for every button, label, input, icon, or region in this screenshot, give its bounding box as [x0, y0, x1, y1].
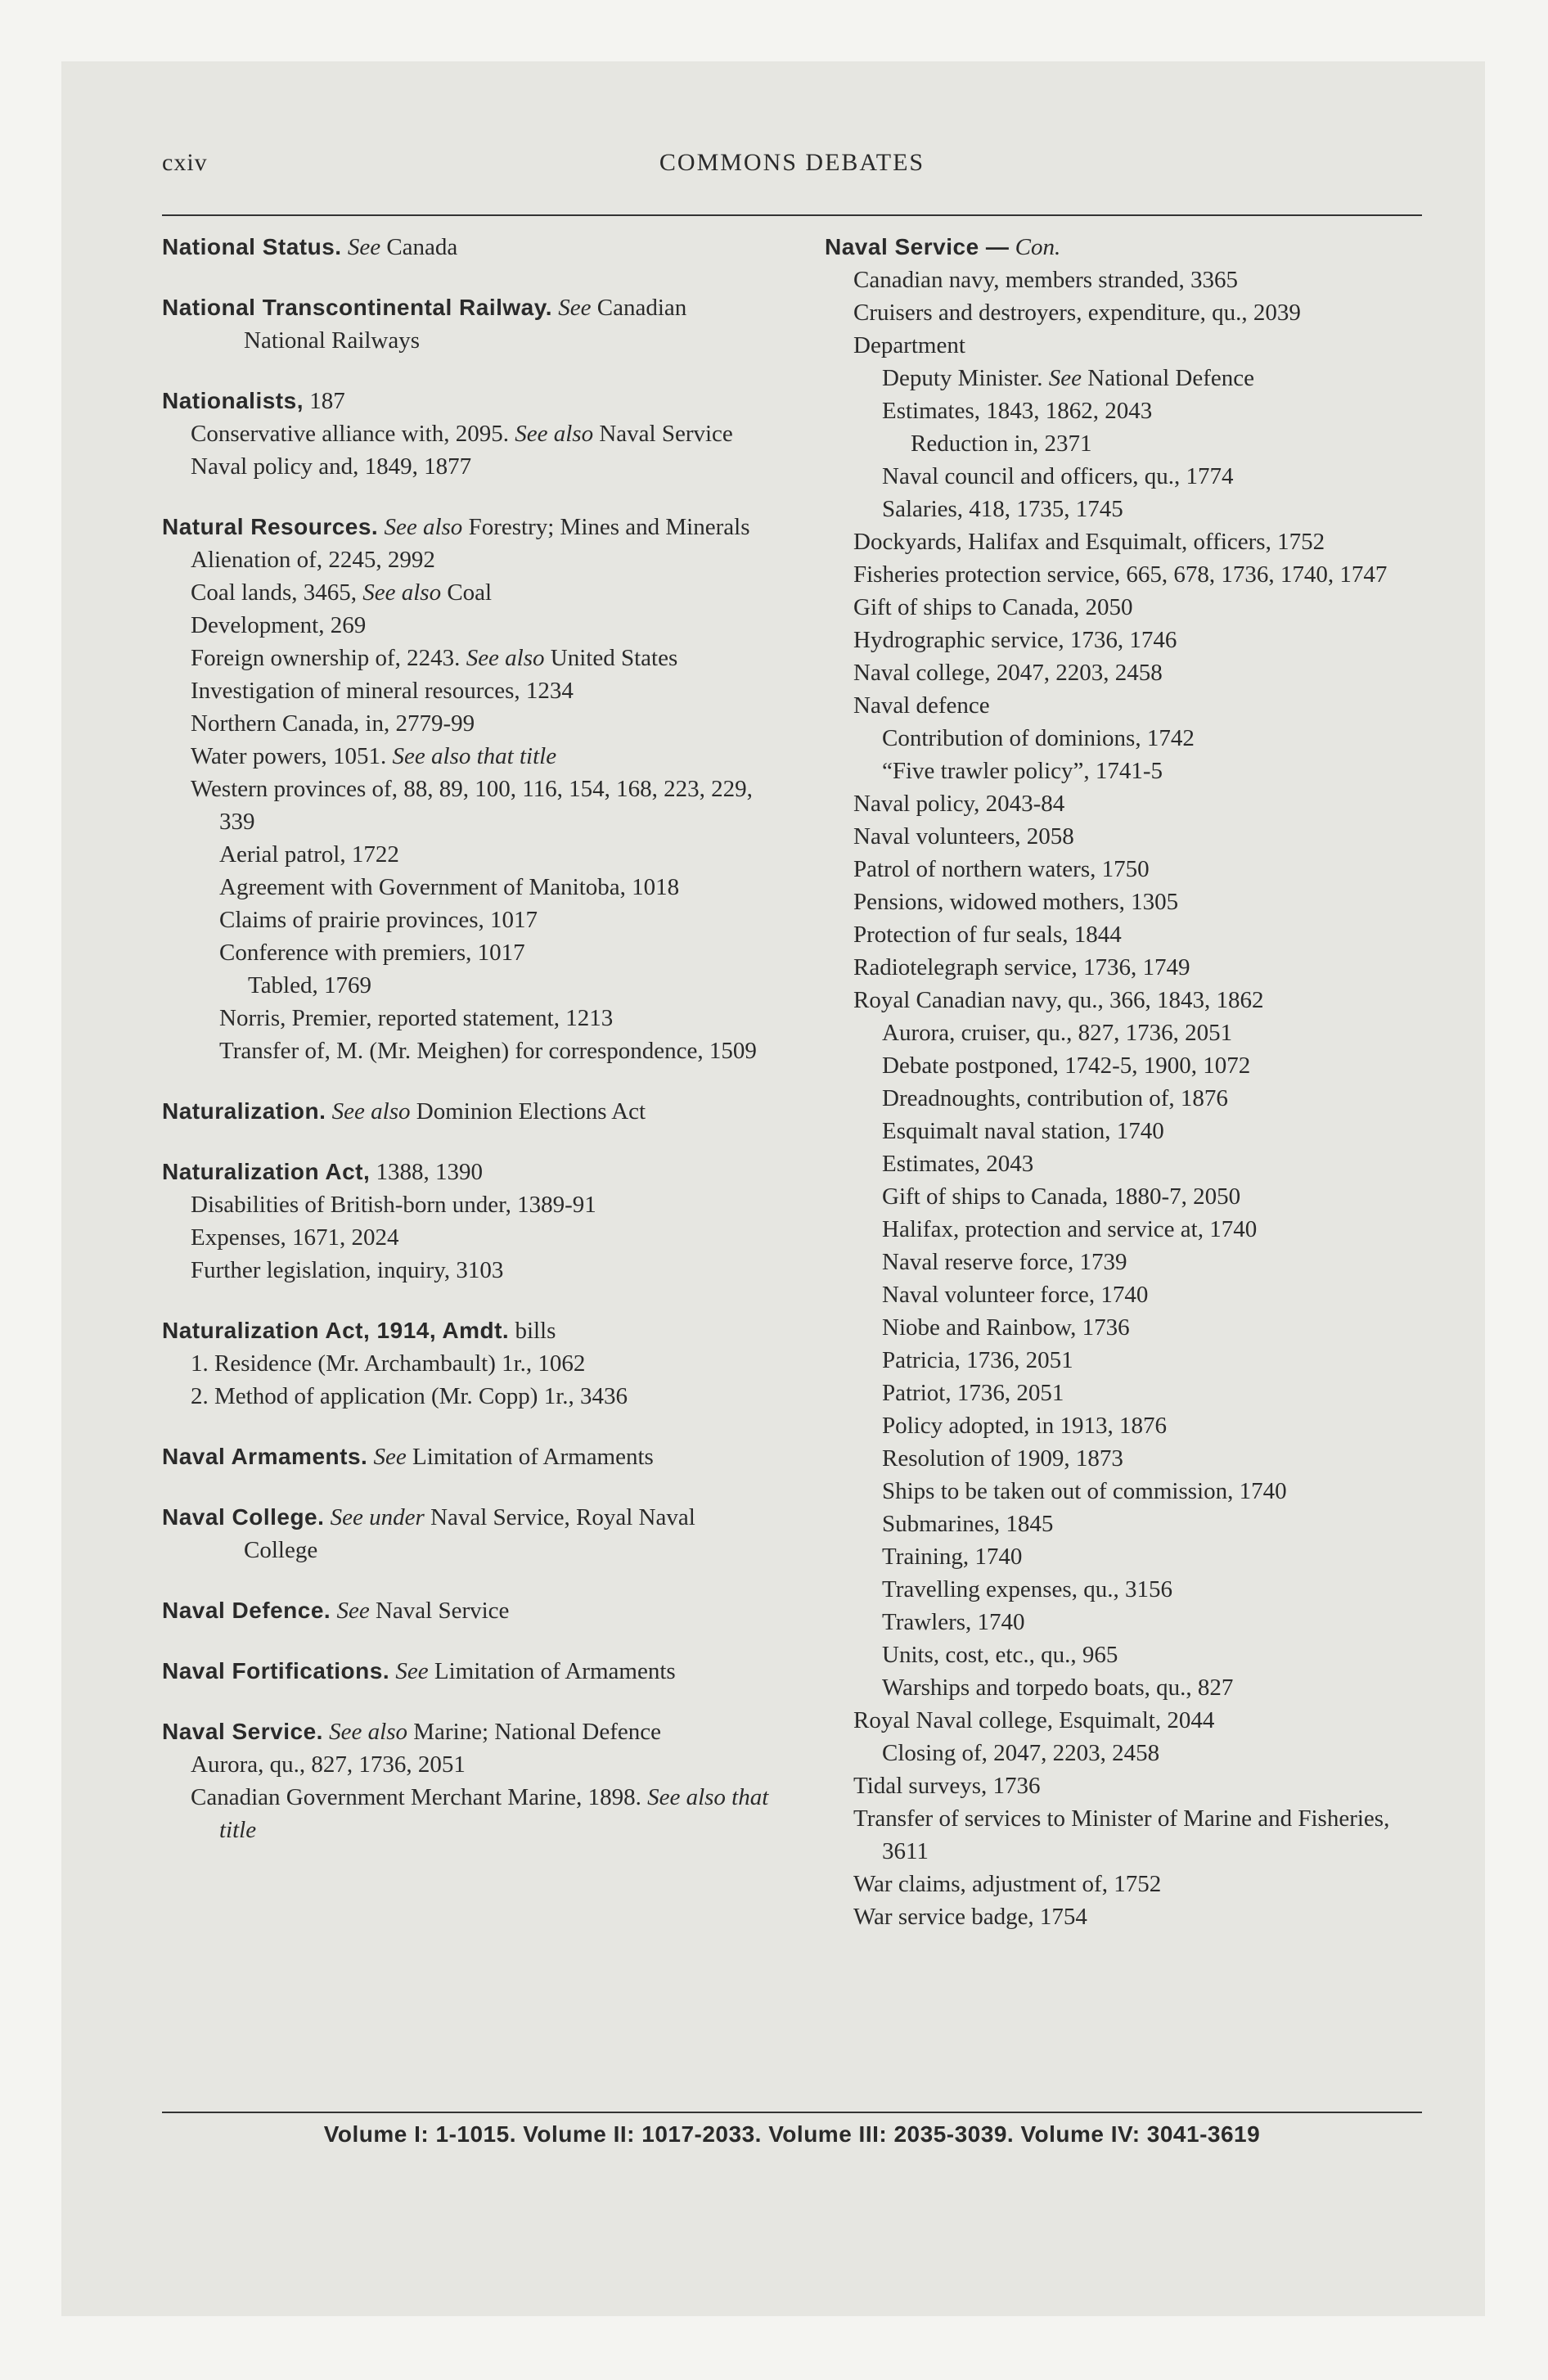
index-subentry-line — [162, 642, 772, 674]
index-subentry-line — [162, 707, 772, 740]
cross-reference: See — [341, 234, 381, 260]
index-subentry-line — [825, 1769, 1434, 1802]
index-subentry-line — [162, 674, 772, 707]
index-text: Naval volunteer force, 1740 — [882, 1282, 1149, 1308]
index-heading-line — [162, 1440, 772, 1473]
index-text: Aurora, cruiser, qu., 827, 1736, 2051 — [882, 1020, 1233, 1046]
index-text: Canadian navy, members stranded, 3365 — [853, 267, 1239, 293]
index-entry — [162, 1594, 772, 1627]
index-entry — [162, 231, 772, 264]
index-subentry-line — [162, 609, 772, 642]
left-column — [162, 231, 772, 1874]
index-text: Agreement with Government of Manitoba, 1018 — [219, 874, 680, 900]
index-text: Ships to be taken out of commission, 1740 — [882, 1478, 1287, 1504]
index-subentry-line — [162, 936, 772, 969]
index-subentry-line — [825, 984, 1434, 1016]
index-text: Royal Canadian navy, qu., 366, 1843, 1862 — [853, 987, 1264, 1013]
index-subentry-line — [162, 1002, 772, 1034]
index-heading-line — [162, 1501, 772, 1566]
index-entry — [162, 511, 772, 1067]
index-text: Investigation of mineral resources, 1234 — [191, 678, 574, 704]
index-term: Naval Armaments. — [162, 1444, 368, 1469]
index-text: Foreign ownership of, 2243. — [191, 645, 461, 671]
index-subentry-line — [825, 1246, 1434, 1278]
index-subentry-line — [825, 1377, 1434, 1409]
index-subentry-line — [825, 1475, 1434, 1508]
index-text: Patrol of northern waters, 1750 — [853, 856, 1150, 882]
index-subentry-line — [825, 1049, 1434, 1082]
index-subentry-line — [162, 1781, 772, 1846]
index-text: Further legislation, inquiry, 3103 — [191, 1257, 504, 1283]
index-term: Naturalization Act, 1914, Amdt. — [162, 1318, 510, 1343]
index-heading-line — [162, 1594, 772, 1627]
index-subentry-line — [825, 394, 1434, 427]
index-subentry-line — [825, 755, 1434, 787]
index-subentry-line — [825, 624, 1434, 656]
page-number: cxiv — [162, 149, 208, 176]
index-text: Deputy Minister. — [882, 365, 1043, 391]
index-text: Naval Service — [369, 1598, 510, 1624]
index-entry — [162, 1715, 772, 1846]
cross-reference: See — [331, 1598, 370, 1624]
index-term: National Transcontinental Railway. — [162, 295, 553, 320]
index-text: Reduction in, 2371 — [911, 430, 1092, 457]
index-subentry-line — [825, 1344, 1434, 1377]
index-subentry-line — [162, 576, 772, 609]
index-subentry-line — [825, 1115, 1434, 1147]
index-text: Fisheries protection service, 665, 678, 1736, 1740, 1747 — [853, 561, 1388, 588]
index-subentry-line — [162, 773, 772, 838]
index-text: Department — [853, 332, 965, 358]
index-subentry-line — [162, 1347, 772, 1380]
index-subentry-line — [825, 1606, 1434, 1639]
index-subentry-line — [162, 1034, 772, 1067]
index-heading-line — [162, 1095, 772, 1128]
index-term: Naval Service — — [825, 234, 1010, 259]
index-text: National Defence — [1082, 365, 1254, 391]
index-subentry-line — [825, 1900, 1434, 1933]
cross-reference: See — [552, 295, 592, 321]
index-text: Salaries, 418, 1735, 1745 — [882, 496, 1123, 522]
volume-footer: Volume I: 1-1015. Volume II: 1017-2033. Volume III: 2035-3039. Volume IV: 3041-3619 — [323, 2121, 1261, 2147]
index-text: War claims, adjustment of, 1752 — [853, 1871, 1162, 1897]
index-subentry-line — [825, 591, 1434, 624]
index-subentry-line — [825, 427, 1434, 460]
index-text: Transfer of, M. (Mr. Meighen) for correspondence, 1509 — [219, 1038, 757, 1064]
index-heading-line — [825, 231, 1434, 264]
index-text: Training, 1740 — [882, 1544, 1023, 1570]
index-text: Naval Service — [593, 421, 733, 447]
index-text: Naval policy, 2043-84 — [853, 791, 1065, 817]
index-text: Royal Naval college, Esquimalt, 2044 — [853, 1707, 1215, 1733]
index-subentry-line — [162, 740, 772, 773]
index-text: Conference with premiers, 1017 — [219, 940, 525, 966]
index-text: Transfer of services to Minister of Marine and Fisheries, 3611 — [853, 1805, 1390, 1864]
index-heading-line — [162, 385, 772, 417]
index-term: Naval Defence. — [162, 1598, 331, 1623]
cross-reference: See under — [324, 1504, 425, 1530]
index-text: Naval defence — [853, 692, 990, 719]
index-entry — [162, 1501, 772, 1566]
index-text: Warships and torpedo boats, qu., 827 — [882, 1675, 1234, 1701]
cross-reference: See also — [322, 1719, 408, 1745]
index-entry — [162, 1655, 772, 1688]
index-heading-line — [162, 1715, 772, 1748]
index-text: Patriot, 1736, 2051 — [882, 1380, 1064, 1406]
index-subentry-line — [825, 918, 1434, 951]
index-heading-line — [162, 231, 772, 264]
index-subentry-line — [162, 838, 772, 871]
index-subentry-line — [825, 362, 1434, 394]
index-subentry-line — [825, 787, 1434, 820]
index-text: Claims of prairie provinces, 1017 — [219, 907, 538, 933]
index-text: Protection of fur seals, 1844 — [853, 922, 1122, 948]
index-text: Submarines, 1845 — [882, 1511, 1054, 1537]
index-subentry-line — [162, 543, 772, 576]
index-entry — [162, 385, 772, 483]
index-text: Dominion Elections Act — [410, 1098, 646, 1125]
index-text: Travelling expenses, qu., 3156 — [882, 1576, 1172, 1602]
index-text: Limitation of Armaments — [406, 1444, 654, 1470]
index-term: Natural Resources. — [162, 514, 379, 539]
index-text: Water powers, 1051. — [191, 743, 387, 769]
index-entry — [162, 1314, 772, 1413]
index-subentry-line — [825, 1311, 1434, 1344]
index-text: Norris, Premier, reported statement, 1213 — [219, 1005, 614, 1031]
index-subentry-line — [162, 1380, 772, 1413]
index-subentry-line — [162, 1254, 772, 1287]
index-term: Naturalization. — [162, 1098, 326, 1124]
index-entry — [825, 231, 1434, 1933]
index-subentry-line — [162, 969, 772, 1002]
index-heading-line — [162, 1314, 772, 1347]
index-subentry-line — [825, 1016, 1434, 1049]
index-text: Estimates, 2043 — [882, 1151, 1034, 1177]
index-text: Debate postponed, 1742-5, 1900, 1072 — [882, 1053, 1251, 1079]
index-text: Resolution of 1909, 1873 — [882, 1445, 1123, 1472]
index-subentry-line — [825, 1409, 1434, 1442]
index-subentry-line — [825, 1573, 1434, 1606]
index-text: Aerial patrol, 1722 — [219, 841, 399, 868]
index-subentry-line — [825, 820, 1434, 853]
cross-reference: See — [1042, 365, 1082, 391]
index-subentry-line — [825, 656, 1434, 689]
index-text: Conservative alliance with, 2095. — [191, 421, 509, 447]
index-subentry-line — [825, 1802, 1434, 1868]
index-text: Tidal surveys, 1736 — [853, 1773, 1041, 1799]
index-text: Coal — [441, 579, 493, 606]
index-text: Limitation of Armaments — [428, 1658, 676, 1684]
index-entry — [162, 1095, 772, 1128]
index-term: National Status. — [162, 234, 342, 259]
cross-reference: Con. — [1009, 234, 1061, 260]
index-text: Aurora, qu., 827, 1736, 2051 — [191, 1751, 466, 1778]
index-subentry-line — [162, 871, 772, 904]
index-text: United States — [544, 645, 678, 671]
cross-reference: See also that title — [386, 743, 557, 769]
index-subentry-line — [162, 450, 772, 483]
cross-reference: See also — [378, 514, 463, 540]
index-subentry-line — [825, 1508, 1434, 1540]
index-subentry-line — [825, 1442, 1434, 1475]
index-entry — [162, 1440, 772, 1473]
index-text: Units, cost, etc., qu., 965 — [882, 1642, 1118, 1668]
index-text: Estimates, 1843, 1862, 2043 — [882, 398, 1153, 424]
index-text: Radiotelegraph service, 1736, 1749 — [853, 954, 1190, 980]
index-subentry-line — [825, 264, 1434, 296]
index-text: Western provinces of, 88, 89, 100, 116, 154, 168, 223, 229, 339 — [191, 776, 753, 835]
index-text: Naval Service, Royal Naval College — [244, 1504, 695, 1563]
index-text: Patricia, 1736, 2051 — [882, 1347, 1073, 1373]
index-text: Naval reserve force, 1739 — [882, 1249, 1127, 1275]
index-subentry-line — [825, 951, 1434, 984]
index-subentry-line — [825, 1278, 1434, 1311]
index-subentry-line — [825, 722, 1434, 755]
cross-reference: See — [367, 1444, 407, 1470]
index-subentry-line — [162, 904, 772, 936]
index-text: Forestry; Mines and Minerals — [462, 514, 750, 540]
index-text: Trawlers, 1740 — [882, 1609, 1025, 1635]
index-subentry-line — [825, 329, 1434, 362]
index-subentry-line — [825, 525, 1434, 558]
page-header — [162, 149, 1422, 195]
index-text: Development, 269 — [191, 612, 367, 638]
index-subentry-line — [825, 1639, 1434, 1671]
index-text: Closing of, 2047, 2203, 2458 — [882, 1740, 1160, 1766]
cross-reference: See also — [357, 579, 442, 606]
index-text: Gift of ships to Canada, 1880-7, 2050 — [882, 1183, 1241, 1210]
index-text: Hydrographic service, 1736, 1746 — [853, 627, 1177, 653]
index-text: Cruisers and destroyers, expenditure, qu., 2039 — [853, 300, 1301, 326]
right-column — [825, 231, 1434, 1933]
index-subentry-line — [825, 558, 1434, 591]
index-subentry-line — [825, 689, 1434, 722]
index-subentry-line — [825, 886, 1434, 918]
index-entry — [162, 291, 772, 357]
index-text: Naval volunteers, 2058 — [853, 823, 1074, 850]
index-text: Canadian National Railways — [244, 295, 687, 354]
index-subentry-line — [825, 460, 1434, 493]
index-text: Alienation of, 2245, 2992 — [191, 547, 435, 573]
index-heading-line — [162, 291, 772, 357]
index-entry — [162, 1156, 772, 1287]
index-subentry-line — [825, 1180, 1434, 1213]
index-text: “Five trawler policy”, 1741-5 — [882, 758, 1163, 784]
index-subentry-line — [825, 1671, 1434, 1704]
index-term: Naval Service. — [162, 1719, 323, 1744]
index-subentry-line — [162, 417, 772, 450]
cross-reference: See also — [508, 421, 594, 447]
index-text: Disabilities of British-born under, 1389-91 — [191, 1192, 596, 1218]
index-subentry-line — [825, 1082, 1434, 1115]
index-subentry-line — [825, 1868, 1434, 1900]
index-text: Halifax, protection and service at, 1740 — [882, 1216, 1258, 1242]
index-text: Naval council and officers, qu., 1774 — [882, 463, 1234, 489]
index-heading-line — [162, 511, 772, 543]
index-text: bills — [509, 1318, 556, 1344]
index-text: Naval college, 2047, 2203, 2458 — [853, 660, 1163, 686]
index-subentry-line — [825, 1704, 1434, 1737]
index-term: Nationalists, — [162, 388, 304, 413]
index-text: 1388, 1390 — [370, 1159, 484, 1185]
index-text: Tabled, 1769 — [248, 972, 371, 998]
index-text: 187 — [303, 388, 345, 414]
index-term: Naval Fortifications. — [162, 1658, 390, 1684]
index-text: Canadian Government Merchant Marine, 1898. — [191, 1784, 641, 1810]
header-rule — [162, 214, 1422, 216]
index-text: 2. Method of application (Mr. Copp) 1r., 3436 — [191, 1383, 628, 1409]
page-title: COMMONS DEBATES — [659, 149, 925, 176]
index-term: Naval College. — [162, 1504, 325, 1530]
index-text: Naval policy and, 1849, 1877 — [191, 453, 472, 480]
index-subentry-line — [825, 1213, 1434, 1246]
index-subentry-line — [825, 1540, 1434, 1573]
index-heading-line — [162, 1655, 772, 1688]
index-text: Esquimalt naval station, 1740 — [882, 1118, 1164, 1144]
cross-reference: See also — [326, 1098, 411, 1125]
index-text: Contribution of dominions, 1742 — [882, 725, 1195, 751]
index-subentry-line — [825, 853, 1434, 886]
index-term: Naturalization Act, — [162, 1159, 371, 1184]
index-subentry-line — [162, 1188, 772, 1221]
index-text: Gift of ships to Canada, 2050 — [853, 594, 1133, 620]
index-text: Marine; National Defence — [407, 1719, 662, 1745]
index-subentry-line — [825, 296, 1434, 329]
index-subentry-line — [825, 1737, 1434, 1769]
index-text: Canada — [380, 234, 458, 260]
index-subentry-line — [825, 1147, 1434, 1180]
index-text: 1. Residence (Mr. Archambault) 1r., 1062 — [191, 1350, 586, 1377]
index-text: Dreadnoughts, contribution of, 1876 — [882, 1085, 1228, 1111]
index-text: Dockyards, Halifax and Esquimalt, officers, 1752 — [853, 529, 1325, 555]
cross-reference: See also — [460, 645, 545, 671]
index-text: Northern Canada, in, 2779-99 — [191, 710, 475, 737]
index-subentry-line — [162, 1748, 772, 1781]
index-text: War service badge, 1754 — [853, 1904, 1087, 1930]
index-heading-line — [162, 1156, 772, 1188]
index-text: Coal lands, 3465, — [191, 579, 357, 606]
index-text: Expenses, 1671, 2024 — [191, 1224, 399, 1251]
cross-reference: See — [389, 1658, 429, 1684]
index-subentry-line — [825, 493, 1434, 525]
cross-reference: See also that title — [219, 1784, 769, 1843]
index-subentry-line — [162, 1221, 772, 1254]
index-text: Pensions, widowed mothers, 1305 — [853, 889, 1179, 915]
index-text: Policy adopted, in 1913, 1876 — [882, 1413, 1167, 1439]
index-text: Niobe and Rainbow, 1736 — [882, 1314, 1130, 1341]
footer-rule — [162, 2112, 1422, 2113]
